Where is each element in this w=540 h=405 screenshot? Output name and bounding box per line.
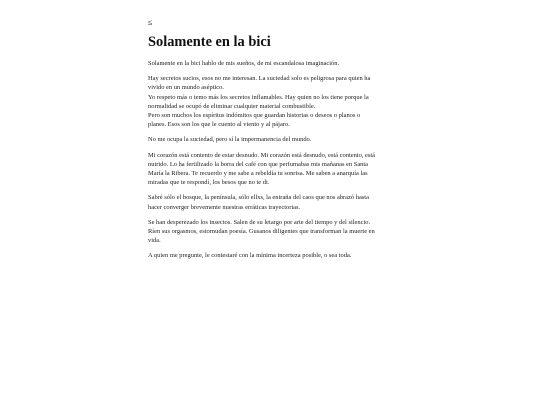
paragraph-line: Pero son muchos los espíritus indómitos que guardan historias o deseos o planos o (148, 112, 361, 120)
paragraph (148, 135, 393, 144)
paragraph (148, 193, 393, 211)
paragraph-line: vivido en un mundo aséptico. (148, 84, 224, 92)
paragraph (148, 251, 393, 260)
paragraph-line: No me ocupa la suciedad, pero sí la impermanencia del mundo. (148, 136, 312, 144)
paragraph-line: Ríen sus orgasmos, estornudan poesía. Gusanos diligentes que transforman la muerte en (148, 228, 375, 236)
back-link[interactable]: ≤ (148, 18, 153, 27)
paragraph-line: Solamente en la bici hablo de mis sueños, de mi escandalosa imaginación. (148, 60, 340, 67)
paragraph-line: A quien me pregunte, le contestaré con la mínima incerteza posible, o sea toda. (148, 252, 352, 260)
paragraph-line: miradas que te respondí, los besos que no te di. (148, 179, 270, 187)
paragraph (148, 74, 393, 129)
paragraph-line: vida. (148, 237, 161, 245)
paragraph-line: Mi corazón está contento de estar desnudo. Mi corazón está desnudo, está contento, está (148, 151, 376, 159)
paragraph (148, 218, 393, 246)
paragraph (148, 59, 393, 68)
paragraph-line: Sabré sólo el bosque, la península, sólo ellxs, la entraña del caos que nos abrazó hasta (148, 194, 369, 202)
paragraph-line: María la Ribera. Te recuerdo y me sabe a rebeldía tu sonrisa. Me saben a anarquía las (148, 170, 368, 178)
paragraph-line: Yo respeto más o temo más los secretos inflamables. Hay quien no los tiene porque la (148, 93, 369, 101)
paragraph-line: normalidad se ocupó de eliminar cualquier material combustible. (148, 102, 316, 110)
paragraph-line: Hay secretos sucios, esos no me interesan. La suciedad solo es peligrosa para quien ha (148, 75, 371, 83)
post-body (148, 59, 393, 261)
post-title: Solamente en la bici (148, 34, 271, 50)
article (148, 18, 393, 267)
paragraph-line: hacer converger brevemente nuestras erráticas trayectorias. (148, 203, 301, 211)
paragraph (148, 151, 393, 188)
paragraph-line: nutrido. Lo ha fertilizado la borra del café con que perfumabas mis mañanas en Santa (148, 160, 369, 168)
paragraph-line: Se han desperezado los insectos. Salen de su letargo por arte del tiempo y del silencio. (148, 218, 371, 226)
paragraph-line: planes. Esos son los que le cuento al viento y al pájaro. (148, 121, 290, 129)
